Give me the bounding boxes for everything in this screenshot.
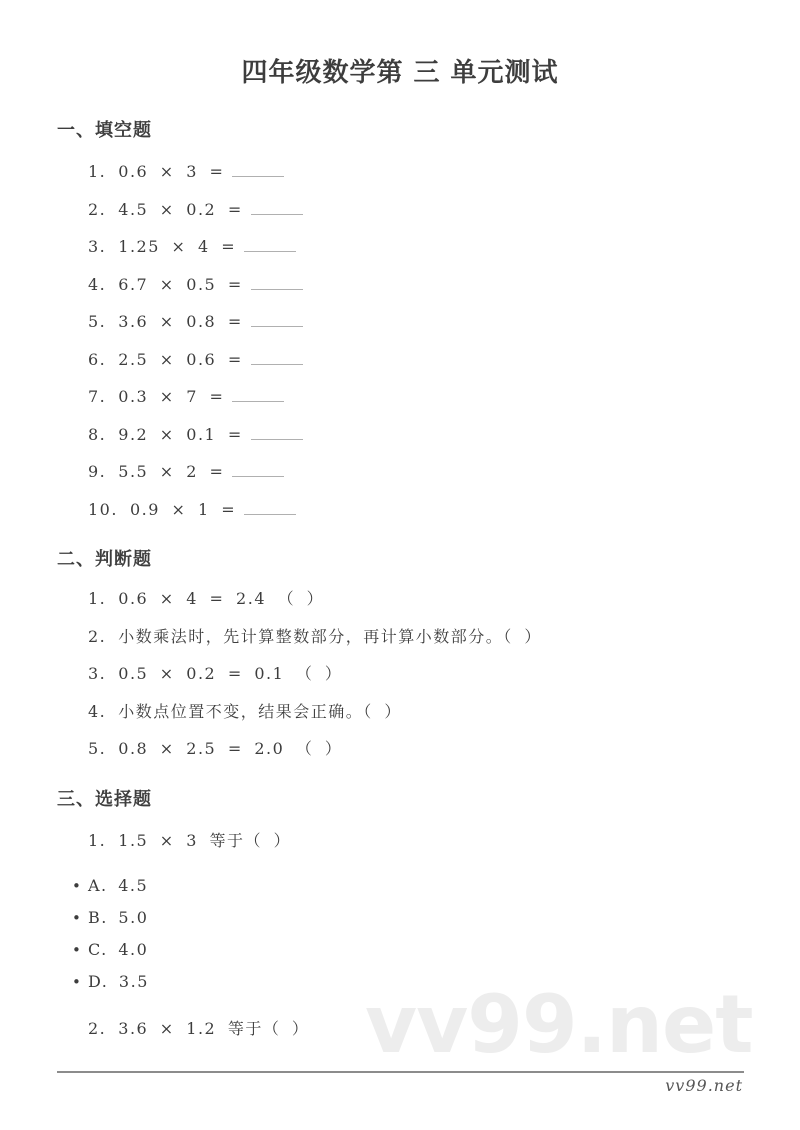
footer-divider xyxy=(57,1071,744,1073)
question-number: 5. xyxy=(88,312,107,331)
answer-blank xyxy=(244,500,296,515)
answer-blank xyxy=(251,350,303,365)
question-text: 1.25 × 4 = xyxy=(118,237,237,256)
question-number: 6. xyxy=(88,349,107,369)
bullet-icon: • xyxy=(72,876,83,895)
question-number: 1. xyxy=(88,830,107,850)
question-text: 2.5 × 0.6 = xyxy=(118,349,243,369)
question-number: 1. xyxy=(88,162,107,181)
question-number: 4. xyxy=(88,274,107,294)
bullet-icon: • xyxy=(72,908,83,927)
watermark-text: vv99.net xyxy=(365,978,753,1071)
true-false-question xyxy=(88,618,800,656)
section-heading-fill-blank: 一、填空题 xyxy=(57,120,152,141)
question-text: 0.9 × 1 = xyxy=(129,499,237,519)
true-false-question xyxy=(88,730,800,768)
question-number: 10. xyxy=(88,499,118,519)
fill-blank-question xyxy=(88,416,800,454)
option-label: A. 4.5 xyxy=(88,875,149,895)
fill-blank-question xyxy=(88,191,800,229)
question-text: 6.7 × 0.5 = xyxy=(118,274,243,294)
question-text: 1.5 × 3 等于（ ） xyxy=(118,830,292,850)
option-label: D. 3.5 xyxy=(88,971,149,991)
true-false-list xyxy=(0,580,800,768)
question-number: 9. xyxy=(88,462,107,481)
answer-blank xyxy=(251,312,303,327)
section-heading-true-false: 二、判断题 xyxy=(57,549,152,570)
fill-blank-question xyxy=(88,228,800,266)
fill-blank-question xyxy=(88,453,800,491)
question-text: 0.8 × 2.5 = 2.0 （ ） xyxy=(118,739,343,758)
question-text: 4.5 × 0.2 = xyxy=(118,199,243,219)
question-text: 小数点位置不变，结果会正确。（ ） xyxy=(118,701,402,721)
bullet-icon: • xyxy=(72,940,83,959)
answer-blank xyxy=(232,462,284,477)
choice-option xyxy=(72,966,800,998)
choice-question xyxy=(88,1010,800,1048)
bullet-icon: • xyxy=(72,972,83,991)
choice-option xyxy=(72,902,800,934)
answer-blank xyxy=(251,425,303,440)
fill-blank-list xyxy=(0,153,800,528)
true-false-question xyxy=(88,693,800,731)
option-label: B. 5.0 xyxy=(88,907,149,927)
question-number: 2. xyxy=(88,1018,107,1038)
question-text: 3.6 × 1.2 等于（ ） xyxy=(118,1018,310,1038)
fill-blank-question xyxy=(88,491,800,529)
fill-blank-question xyxy=(88,303,800,341)
question-number: 5. xyxy=(88,739,107,758)
question-text: 5.5 × 2 = xyxy=(118,462,225,481)
question-number: 4. xyxy=(88,701,107,721)
answer-blank xyxy=(251,275,303,290)
question-text: 0.6 × 3 = xyxy=(118,162,225,181)
answer-blank xyxy=(251,200,303,215)
answer-blank xyxy=(244,237,296,252)
choice-option-list xyxy=(0,870,800,998)
question-number: 2. xyxy=(88,199,107,219)
fill-blank-question xyxy=(88,378,800,416)
question-text: 小数乘法时，先计算整数部分，再计算小数部分。（ ） xyxy=(118,626,542,646)
question-text: 3.6 × 0.8 = xyxy=(118,312,243,331)
fill-blank-question xyxy=(88,341,800,379)
question-text: 9.2 × 0.1 = xyxy=(118,424,243,444)
page-title: 四年级数学第 三 单元测试 xyxy=(241,58,559,88)
option-label: C. 4.0 xyxy=(88,939,149,959)
true-false-question xyxy=(88,580,800,618)
question-text: 0.5 × 0.2 = 0.1 （ ） xyxy=(118,664,343,683)
question-number: 3. xyxy=(88,237,107,256)
fill-blank-question xyxy=(88,266,800,304)
question-number: 2. xyxy=(88,626,107,646)
question-number: 7. xyxy=(88,387,107,406)
question-text: 0.3 × 7 = xyxy=(118,387,225,406)
question-text: 0.6 × 4 = 2.4 （ ） xyxy=(118,589,325,608)
true-false-question xyxy=(88,655,800,693)
answer-blank xyxy=(232,387,284,402)
question-number: 3. xyxy=(88,664,107,683)
section-heading-multiple-choice: 三、选择题 xyxy=(57,788,152,810)
choice-option xyxy=(72,870,800,902)
question-number: 1. xyxy=(88,589,107,608)
fill-blank-question xyxy=(88,153,800,191)
answer-blank xyxy=(232,162,284,177)
choice-option xyxy=(72,934,800,966)
question-number: 8. xyxy=(88,424,107,444)
choice-question xyxy=(88,822,800,860)
footer-site-text: vv99.net xyxy=(665,1076,743,1095)
